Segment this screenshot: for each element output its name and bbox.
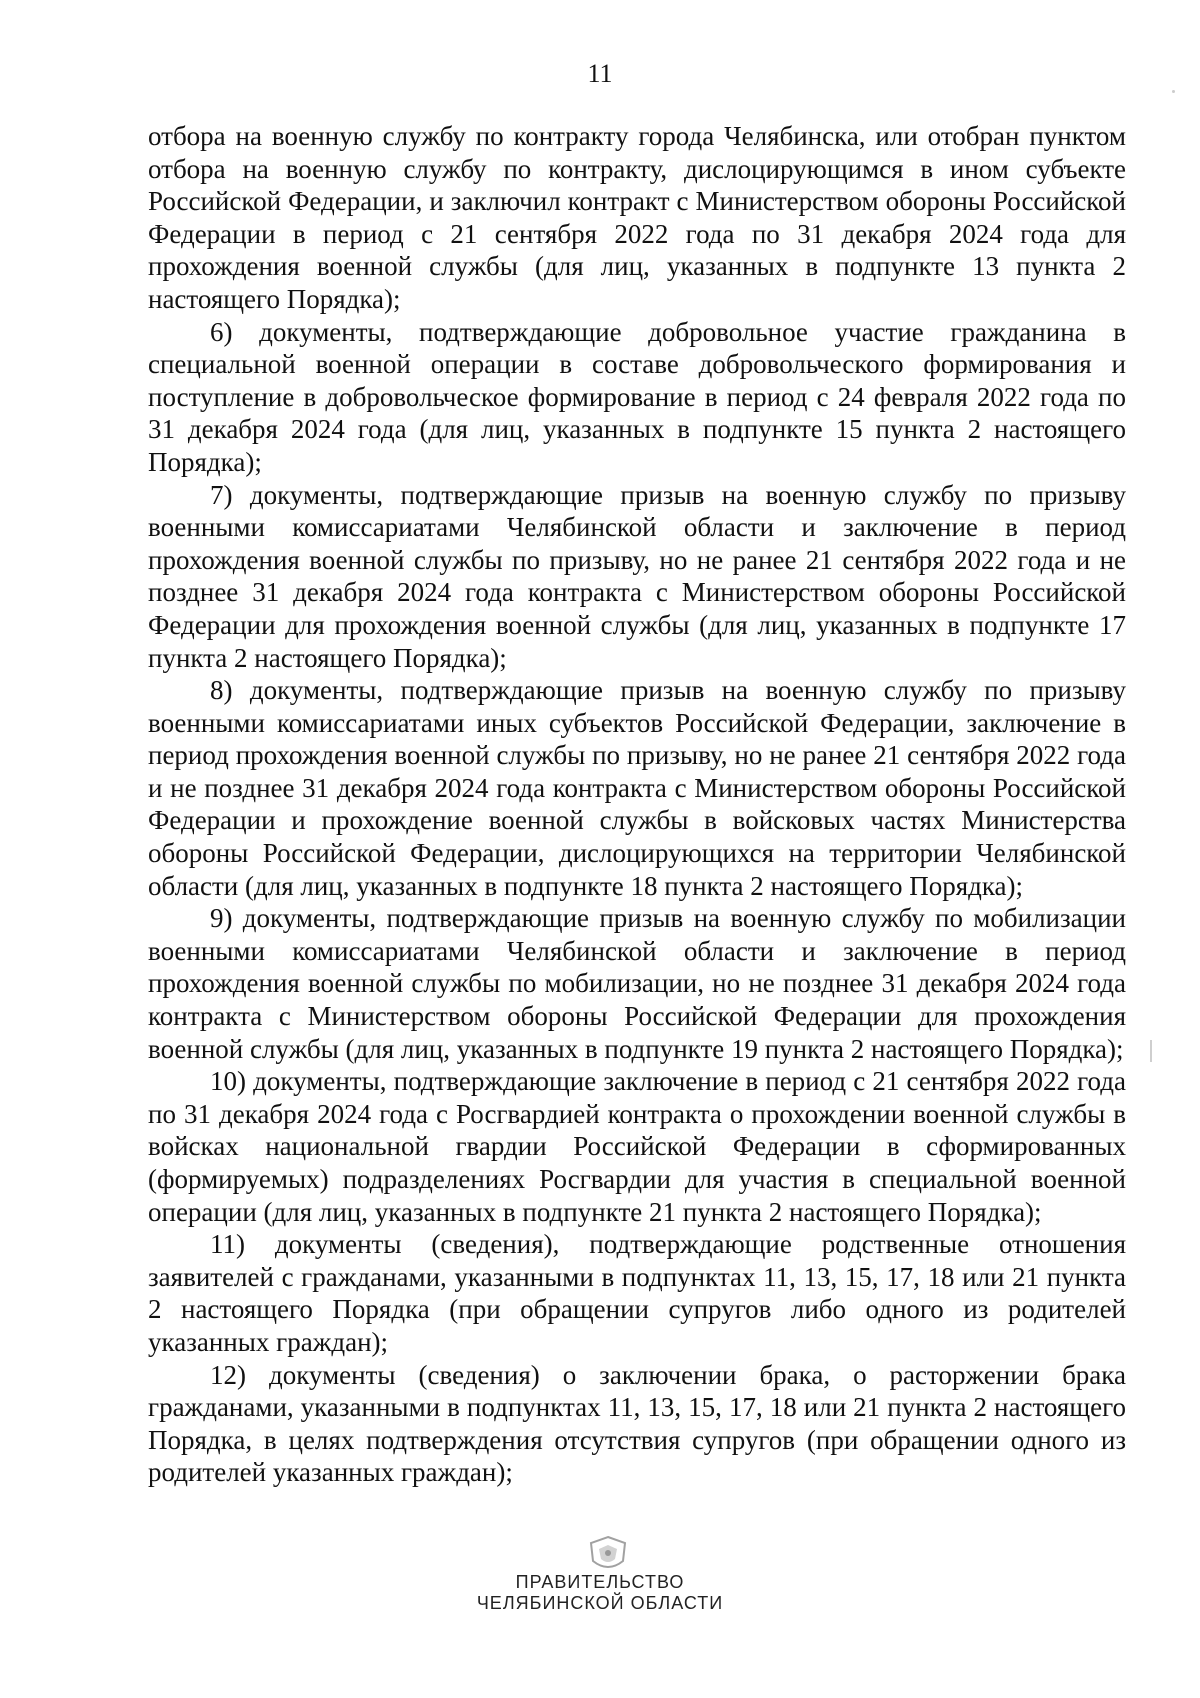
list-item: 6) документы, подтверждающие добровольное участие гражданина в специальной военной операции в составе добровольческого формирования и поступление в добровольческое формирование в период с 24 февраля 2022 года по 31 декабря 2024 года (для лиц, указанных в подпункте 15 пункта 2 настоящего Порядка); [148,316,1126,477]
list-item: 10) документы, подтверждающие заключение в период с 21 сентября 2022 года по 31 декабря 2024 года с Росгвардией контракта о прохождении военной службы в войсках национальной гвардии Российской Федерации в сформированных (формируемых) подразделениях Росгвардии для участия в специальной военной операции (для лиц, указанных в подпункте 21 пункта 2 настоящего Порядка); [148,1066,1126,1227]
issuer-line-2: ЧЕЛЯБИНСКОЙ ОБЛАСТИ [476,1593,724,1613]
issuer-line-1: ПРАВИТЕЛЬСТВО [515,1572,685,1592]
list-item: 7) документы, подтверждающие призыв на военную службу по призыву военными комиссариатами Челябинской области и заключение в период прохождения военной службы по призыву, но не ранее 21 сентября 2022 года и не позднее 31 декабря 2024 года контракта с Министерством обороны Российской Федерации для прохождения военной службы (для лиц, указанных в подпункте 17 пункта 2 настоящего Порядка); [148,479,1126,673]
scan-artifact [1150,1040,1152,1062]
list-item: 8) документы, подтверждающие призыв на военную службу по призыву военными комиссариатами иных субъектов Российской Федерации, заключение в период прохождения военной службы по призыву, но не ранее 21 сентября 2022 года и не позднее 31 декабря 2024 года контракта с Министерством обороны Российской Федерации и прохождение военной службы в войсковых частях Министерства обороны Российской Федерации, дислоцирующихся на территории Челябинской области (для лиц, указанных в подпункте 18 пункта 2 настоящего Порядка); [148,675,1126,901]
issuer-footer [0,1572,1200,1614]
page-number: 11 [587,59,613,88]
document-body [148,120,1126,1489]
paragraph-continuation: отбора на военную службу по контракту города Челябинска, или отобран пунктом отбора на военную службу по контракту, дислоцирующимся в ином субъекте Российской Федерации, и заключил контракт с Министерством обороны Российской Федерации в период с 21 сентября 2022 года по 31 декабря 2024 года для прохождения военной службы (для лиц, указанных в подпункте 13 пункта 2 настоящего Порядка); [148,121,1126,314]
list-item: 12) документы (сведения) о заключении брака, о расторжении брака гражданами, указанными в подпунктах 11, 13, 15, 17, 18 или 21 пункта 2 настоящего Порядка, в целях подтверждения отсутствия супругов (при обращении одного из родителей указанных граждан); [148,1359,1126,1488]
list-item: 11) документы (сведения), подтверждающие родственные отношения заявителей с гражданами, указанными в подпунктах 11, 13, 15, 17, 18 или 21 пункта 2 настоящего Порядка (при обращении супругов либо одного из родителей указанных граждан); [148,1229,1126,1357]
coat-of-arms-icon [585,1535,631,1575]
list-item: 9) документы, подтверждающие призыв на военную службу по мобилизации военными комиссариатами Челябинской области и заключение в период прохождения военной службы по мобилизации, но не позднее 31 декабря 2024 года контракта с Министерством обороны Российской Федерации для прохождения военной службы (для лиц, указанных в подпункте 19 пункта 2 настоящего Порядка); [148,903,1126,1064]
scan-artifact [1172,90,1175,93]
